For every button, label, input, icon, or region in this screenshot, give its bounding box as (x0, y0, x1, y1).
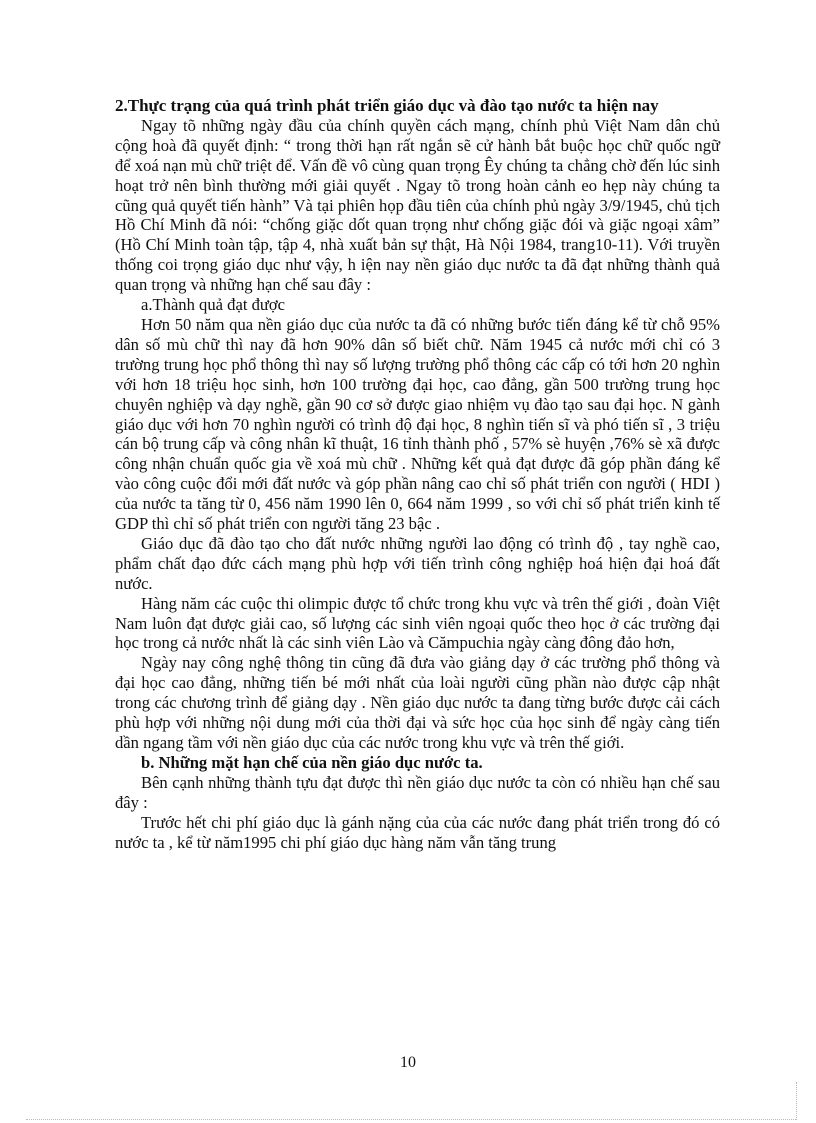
page-side-border (796, 1082, 797, 1120)
paragraph-intro: Ngay tõ những ngày đầu của chính quyền cách mạng, chính phủ Việt Nam dân chủ cộng hoà đã quyết định: “ trong thời hạn rất ngắn sẽ cử hành bắt buộc học chữ quốc ngữ để xoá nạn mù chữ triệt để. Vấn đề vô cùng quan trọng Êy chúng ta chẳng chờ đến lúc sinh hoạt trở nên bình thường mới giải quyết . Ngay tõ trong hoàn cảnh eo hẹp này chúng ta cũng quả quyết tiến hành” Và tại phiên họp đầu tiên của chính phủ ngày 3/9/1945, chủ tịch Hồ Chí Minh đã nói: “chống giặc dốt quan trọng như chống giặc đói và giặc ngoại xâm” (Hồ Chí Minh toàn tập, tập 4, nhà xuất bản sự thật, Hà Nội 1984, trang10-11). Với truyền thống coi trọng giáo dục như vậy, h iện nay nền giáo dục nước ta đã đạt những thành quả quan trọng và những hạn chế sau đây : (115, 115, 720, 295)
section-heading: 2.Thực trạng của quá trình phát triển giáo dục và đào tạo nước ta hiện nay (115, 96, 659, 115)
subheading-achievements: a.Thành quả đạt được (141, 295, 286, 315)
page-bottom-border (26, 1119, 796, 1120)
paragraph-cost: Trước hết chi phí giáo dục là gánh nặng của của các nước đang phát triển trong đó có nước ta , kể từ năm1995 chi phí giáo dục hàng năm vẫn tăng trung (115, 812, 720, 852)
paragraph-achievements: Hơn 50 năm qua nền giáo dục của nước ta đã có những bước tiến đáng kể từ chỗ 95% dân số mù chữ thì nay đã hơn 90% dân số biết chữ. Năm 1945 cả nước mới chỉ có 3 trường trung học phổ thông thì nay số lượng trường phổ thông các cấp có tới hơn 20 nghìn với hơn 18 triệu học sinh, hơn 100 trường đại học, cao đẳng, gần 500 trường trung học chuyên nghiệp và dạy nghề, gần 90 cơ sở được giao nhiệm vụ đào tạo sau đại học. N gành giáo dục với hơn 70 nghìn người có trình độ đại học, 8 nghìn tiến sĩ và phó tiến sĩ , 3 triệu cán bộ trung cấp và công nhân kĩ thuật, 16 tỉnh thành phố , 57% sè huyện ,76% sè xã được công nhận chuẩn quốc gia về xoá mù chữ . Những kết quả đạt được đã góp phần đáng kể vào công cuộc đổi mới đất nước và góp phần nâng cao chỉ số phát triển con người ( HDI ) của nước ta tăng từ 0, 456 năm 1990 lên 0, 664 năm 1999 , so với chỉ số phát triển kinh tế GDP thì chỉ số phát triển con người tăng 23 bậc . (115, 314, 720, 534)
paragraph-olympic: Hàng năm các cuộc thi olimpic được tổ chức trong khu vực và trên thế giới , đoàn Việt Nam luôn đạt được giải cao, số lượng các sinh viên ngoại quốc theo học ở các trường đại học trong cả nước nhất là các sinh viên Lào và Cămpuchia ngày càng đông đảo hơn, (115, 593, 720, 653)
document-body (115, 96, 720, 852)
subheading-limitations: b. Những mặt hạn chế của nền giáo dục nước ta. (141, 752, 483, 772)
paragraph-workforce: Giáo dục đã đào tạo cho đất nước những người lao động có trình độ , tay nghề cao, phẩm chất đạo đức cách mạng phù hợp với tiến trình công nghiệp hoá hiện đại hoá đất nước. (115, 533, 720, 593)
page-number: 10 (400, 1054, 416, 1071)
paragraph-it: Ngày nay công nghệ thông tin cũng đã đưa vào giảng dạy ở các trường phổ thông và đại học cao đẳng, những tiến bé mới nhất của loài người cũng phần nào được cập nhật trong các chương trình để giảng dạy . Nền giáo dục nước ta đang từng bước được cải cách phù hợp với những nội dung mới của thời đại và sức học của học sinh để ngày càng tiến dần ngang tầm với nền giáo dục của các nước trong khu vực và trên thế giới. (115, 653, 720, 752)
paragraph-limitations-intro: Bên cạnh những thành tựu đạt được thì nền giáo dục nước ta còn có nhiều hạn chế sau đây : (115, 772, 720, 812)
